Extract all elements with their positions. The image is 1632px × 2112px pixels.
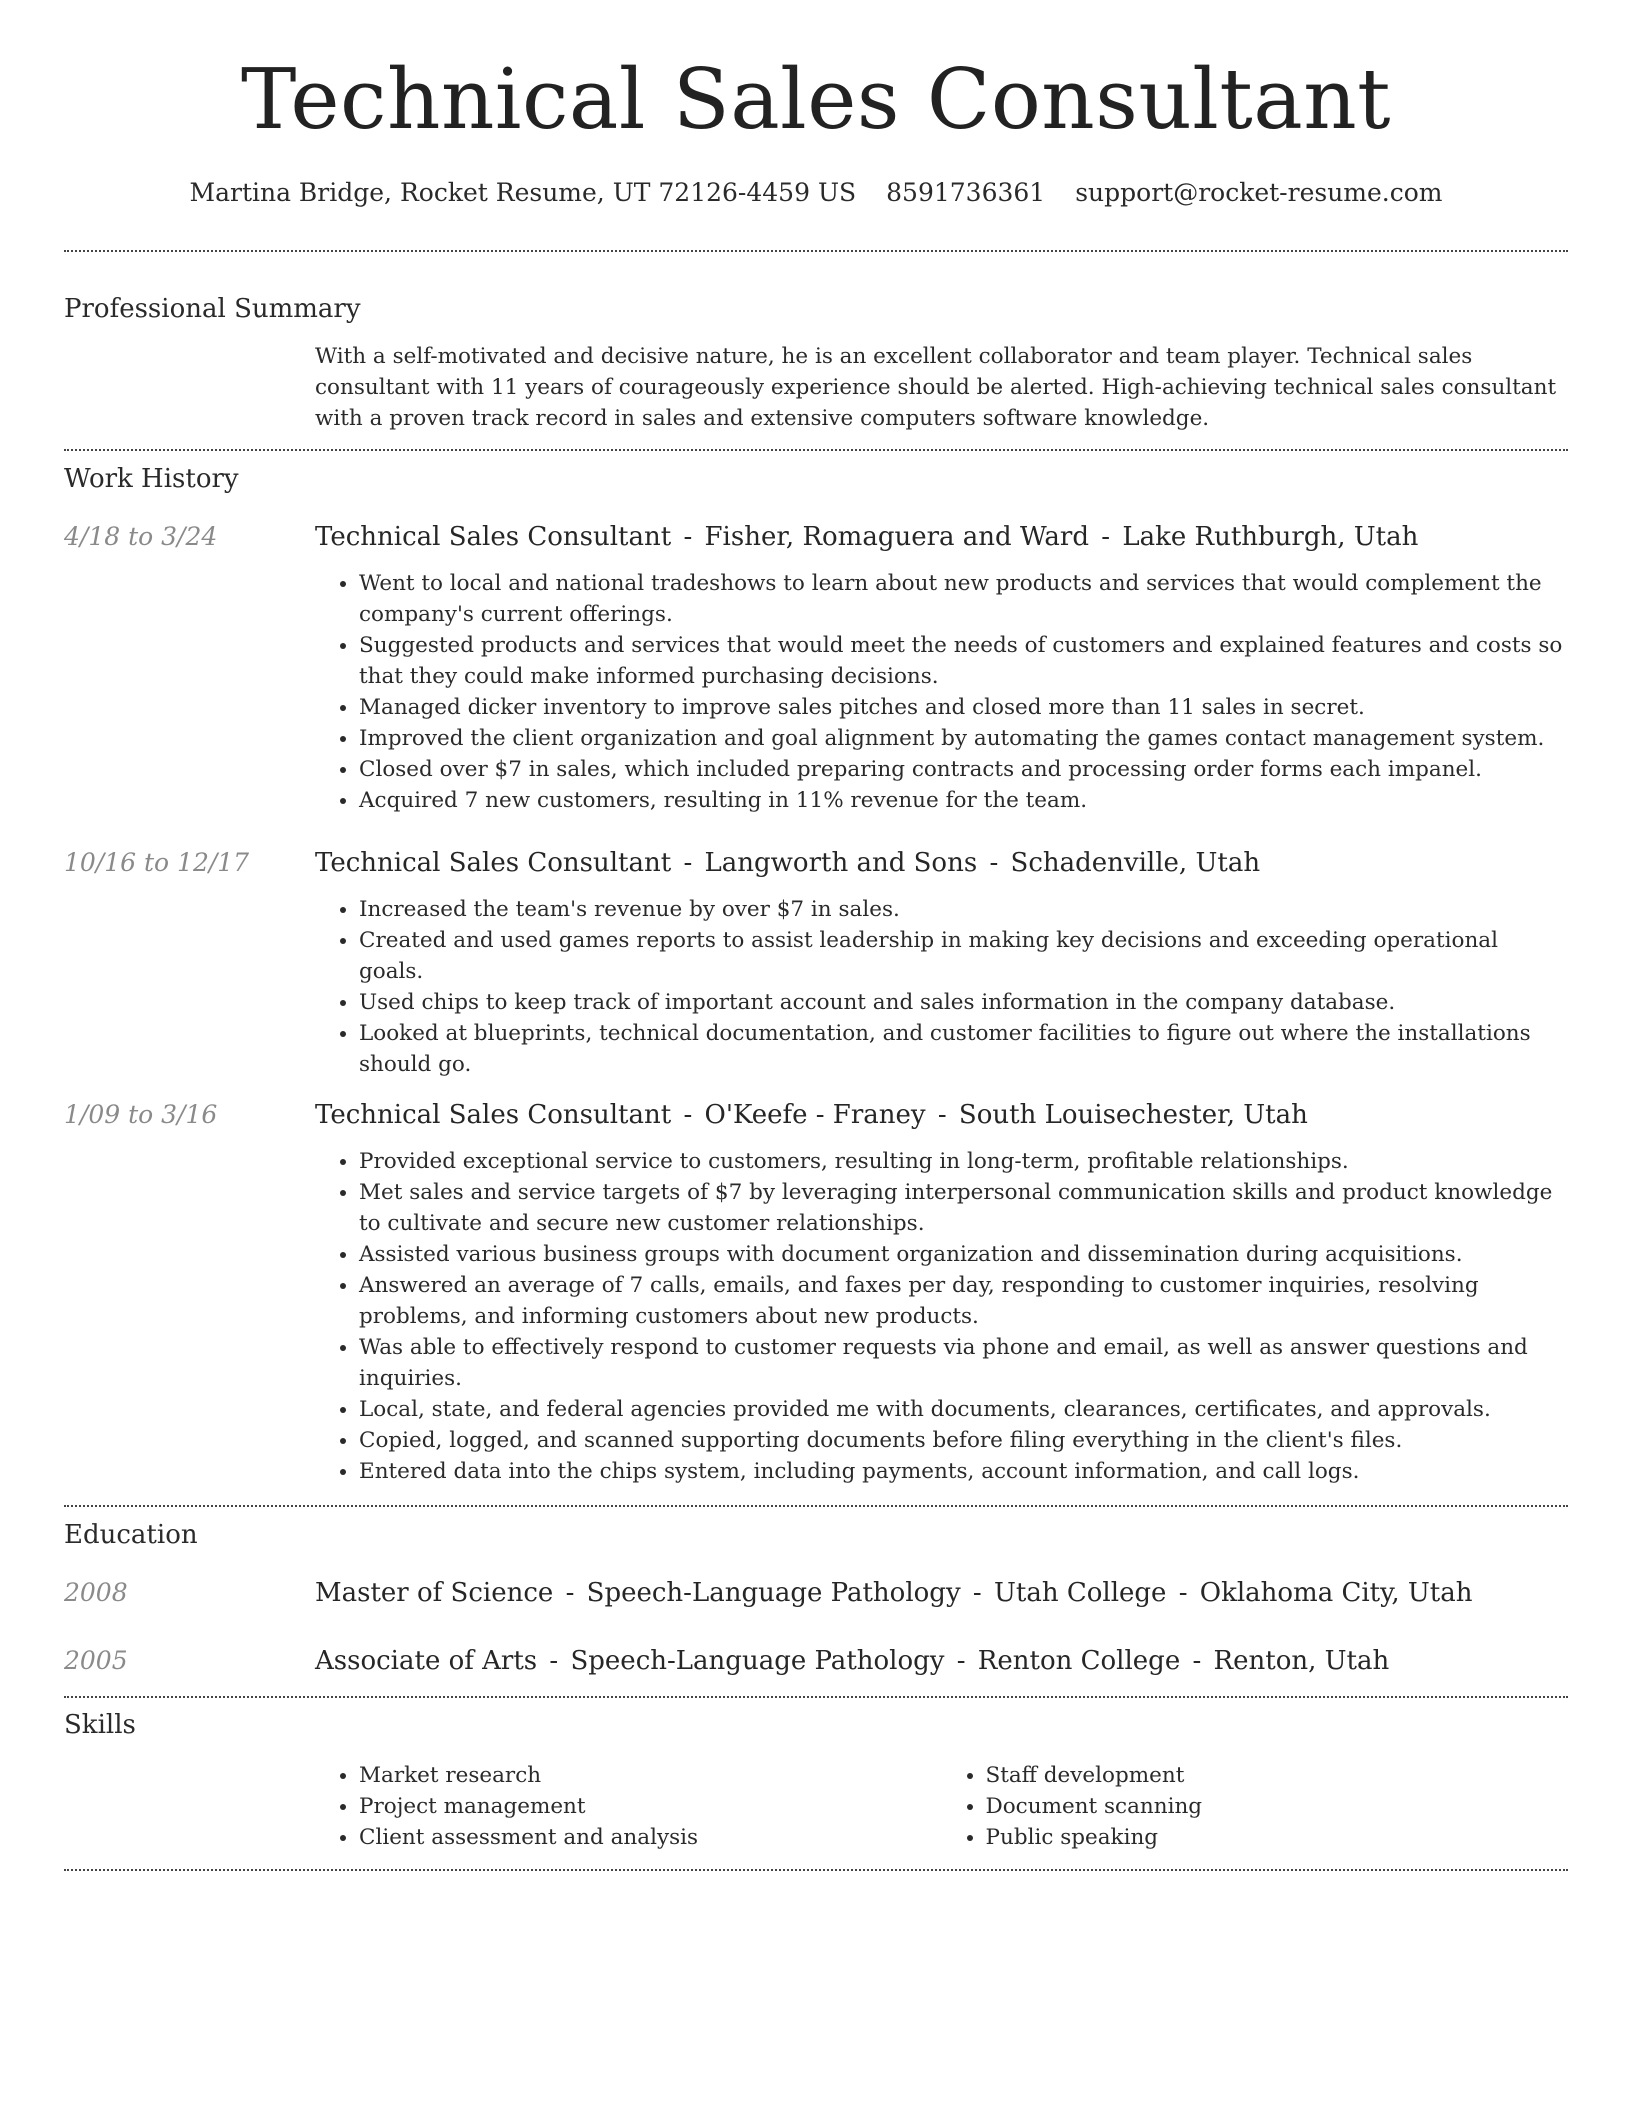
job-bullets bbox=[315, 894, 1568, 1080]
section-divider bbox=[64, 1505, 1568, 1507]
education-heading-line: Associate of Arts - Speech-Language Pathology - Renton College - Renton, Utah bbox=[315, 1646, 1390, 1676]
resume-page bbox=[64, 0, 1568, 1871]
skill-item: • Client assessment and analysis bbox=[359, 1822, 942, 1853]
job-bullet: • Managed dicker inventory to improve sales pitches and closed more than 11 sales in secret. bbox=[359, 692, 1568, 723]
job-bullet: • Suggested products and services that would meet the needs of customers and explained features and costs so that they could make informed purchasing decisions. bbox=[359, 630, 1568, 692]
education-year: 2008 bbox=[64, 1578, 128, 1607]
skills-column-1 bbox=[315, 1760, 942, 1853]
summary-heading: Professional Summary bbox=[64, 294, 361, 324]
job-bullet: • Provided exceptional service to customers, resulting in long-term, profitable relationships. bbox=[359, 1146, 1568, 1177]
education-entry bbox=[64, 1644, 1568, 1678]
section-divider bbox=[64, 1696, 1568, 1698]
education-section bbox=[64, 1518, 1568, 1678]
job-location: Lake Ruthburgh, Utah bbox=[1122, 522, 1419, 552]
education-degree: Master of Science bbox=[315, 1578, 554, 1608]
skill-item: • Market research bbox=[359, 1760, 942, 1791]
education-location: Oklahoma City, Utah bbox=[1199, 1578, 1473, 1608]
skill-item: • Project management bbox=[359, 1791, 942, 1822]
job-entry bbox=[64, 520, 1568, 816]
job-bullet: • Went to local and national tradeshows to learn about new products and services that would complement the company's current offerings. bbox=[359, 568, 1568, 630]
education-school: Utah College bbox=[993, 1578, 1167, 1608]
job-location: South Louisechester, Utah bbox=[958, 1100, 1308, 1130]
skill-item: • Staff development bbox=[986, 1760, 1569, 1791]
job-title: Technical Sales Consultant bbox=[315, 1100, 672, 1130]
education-year: 2005 bbox=[64, 1646, 128, 1675]
education-entry bbox=[64, 1576, 1568, 1610]
job-title: Technical Sales Consultant bbox=[315, 522, 672, 552]
summary-section bbox=[64, 292, 1568, 434]
job-entry bbox=[64, 846, 1568, 1080]
job-heading: Technical Sales Consultant - Fisher, Romaguera and Ward - Lake Ruthburgh, Utah bbox=[315, 522, 1419, 552]
job-bullet: • Answered an average of 7 calls, emails, and faxes per day, responding to customer inquiries, resolving problems, and informing customers about new products. bbox=[359, 1270, 1568, 1332]
job-bullet: • Created and used games reports to assist leadership in making key decisions and exceeding operational goals. bbox=[359, 925, 1568, 987]
skills-section bbox=[64, 1708, 1568, 1853]
job-bullet: • Entered data into the chips system, including payments, account information, and call logs. bbox=[359, 1456, 1568, 1487]
job-company: Fisher, Romaguera and Ward bbox=[704, 522, 1089, 552]
job-bullet: • Assisted various business groups with document organization and dissemination during acquisitions. bbox=[359, 1239, 1568, 1270]
contact-address: Martina Bridge, Rocket Resume, UT 72126-4459 US bbox=[189, 178, 857, 207]
contact-phone: 8591736361 bbox=[886, 178, 1046, 207]
job-bullet: • Used chips to keep track of important account and sales information in the company database. bbox=[359, 987, 1568, 1018]
job-bullet: • Looked at blueprints, technical documentation, and customer facilities to figure out where the installations should go. bbox=[359, 1018, 1568, 1080]
education-heading: Education bbox=[64, 1520, 198, 1550]
job-bullets bbox=[315, 568, 1568, 816]
skills-column-2 bbox=[942, 1760, 1569, 1853]
contact-email: support@rocket-resume.com bbox=[1075, 178, 1443, 207]
job-company: O'Keefe - Franey bbox=[704, 1100, 926, 1130]
job-entry bbox=[64, 1098, 1568, 1487]
job-bullet: • Closed over $7 in sales, which included preparing contracts and processing order forms each impanel. bbox=[359, 754, 1568, 785]
job-dates: 1/09 to 3/16 bbox=[64, 1100, 218, 1129]
job-location: Schadenville, Utah bbox=[1010, 848, 1261, 878]
job-heading: Technical Sales Consultant - O'Keefe - Franey - South Louisechester, Utah bbox=[315, 1100, 1308, 1130]
section-divider bbox=[64, 449, 1568, 451]
section-divider bbox=[64, 1869, 1568, 1871]
education-field: Speech-Language Pathology bbox=[570, 1646, 945, 1676]
job-dates: 10/16 to 12/17 bbox=[64, 848, 250, 877]
education-degree: Associate of Arts bbox=[315, 1646, 538, 1676]
job-bullet: • Copied, logged, and scanned supporting documents before filing everything in the client's files. bbox=[359, 1425, 1568, 1456]
education-location: Renton, Utah bbox=[1213, 1646, 1390, 1676]
contact-line bbox=[64, 176, 1568, 210]
summary-text: With a self-motivated and decisive nature, he is an excellent collaborator and team player. Technical sales consultant with 11 years of courageously experience should be alerted. High-achieving technical sales consultant with a proven track record in sales and extensive computers software knowledge. bbox=[315, 344, 1557, 431]
job-bullet: • Was able to effectively respond to customer requests via phone and email, as well as answer questions and inquiries. bbox=[359, 1332, 1568, 1394]
job-bullet: • Acquired 7 new customers, resulting in 11% revenue for the team. bbox=[359, 785, 1568, 816]
work-history-section bbox=[64, 462, 1568, 1487]
skills-heading: Skills bbox=[64, 1710, 136, 1740]
job-bullets bbox=[315, 1146, 1568, 1487]
education-school: Renton College bbox=[977, 1646, 1181, 1676]
job-bullet: • Improved the client organization and goal alignment by automating the games contact management system. bbox=[359, 723, 1568, 754]
education-heading-line: Master of Science - Speech-Language Pathology - Utah College - Oklahoma City, Utah bbox=[315, 1578, 1473, 1608]
section-divider bbox=[64, 250, 1568, 252]
job-company: Langworth and Sons bbox=[704, 848, 978, 878]
skill-item: • Public speaking bbox=[986, 1822, 1569, 1853]
education-field: Speech-Language Pathology bbox=[586, 1578, 961, 1608]
job-bullet: • Local, state, and federal agencies provided me with documents, clearances, certificates, and approvals. bbox=[359, 1394, 1568, 1425]
skill-item: • Document scanning bbox=[986, 1791, 1569, 1822]
job-bullet: • Increased the team's revenue by over $7 in sales. bbox=[359, 894, 1568, 925]
work-history-heading: Work History bbox=[64, 464, 239, 494]
job-dates: 4/18 to 3/24 bbox=[64, 522, 218, 551]
job-title: Technical Sales Consultant bbox=[315, 848, 672, 878]
job-heading: Technical Sales Consultant - Langworth and Sons - Schadenville, Utah bbox=[315, 848, 1261, 878]
job-bullet: • Met sales and service targets of $7 by leveraging interpersonal communication skills and product knowledge to cultivate and secure new customer relationships. bbox=[359, 1177, 1568, 1239]
resume-name: Technical Sales Consultant bbox=[240, 51, 1392, 148]
